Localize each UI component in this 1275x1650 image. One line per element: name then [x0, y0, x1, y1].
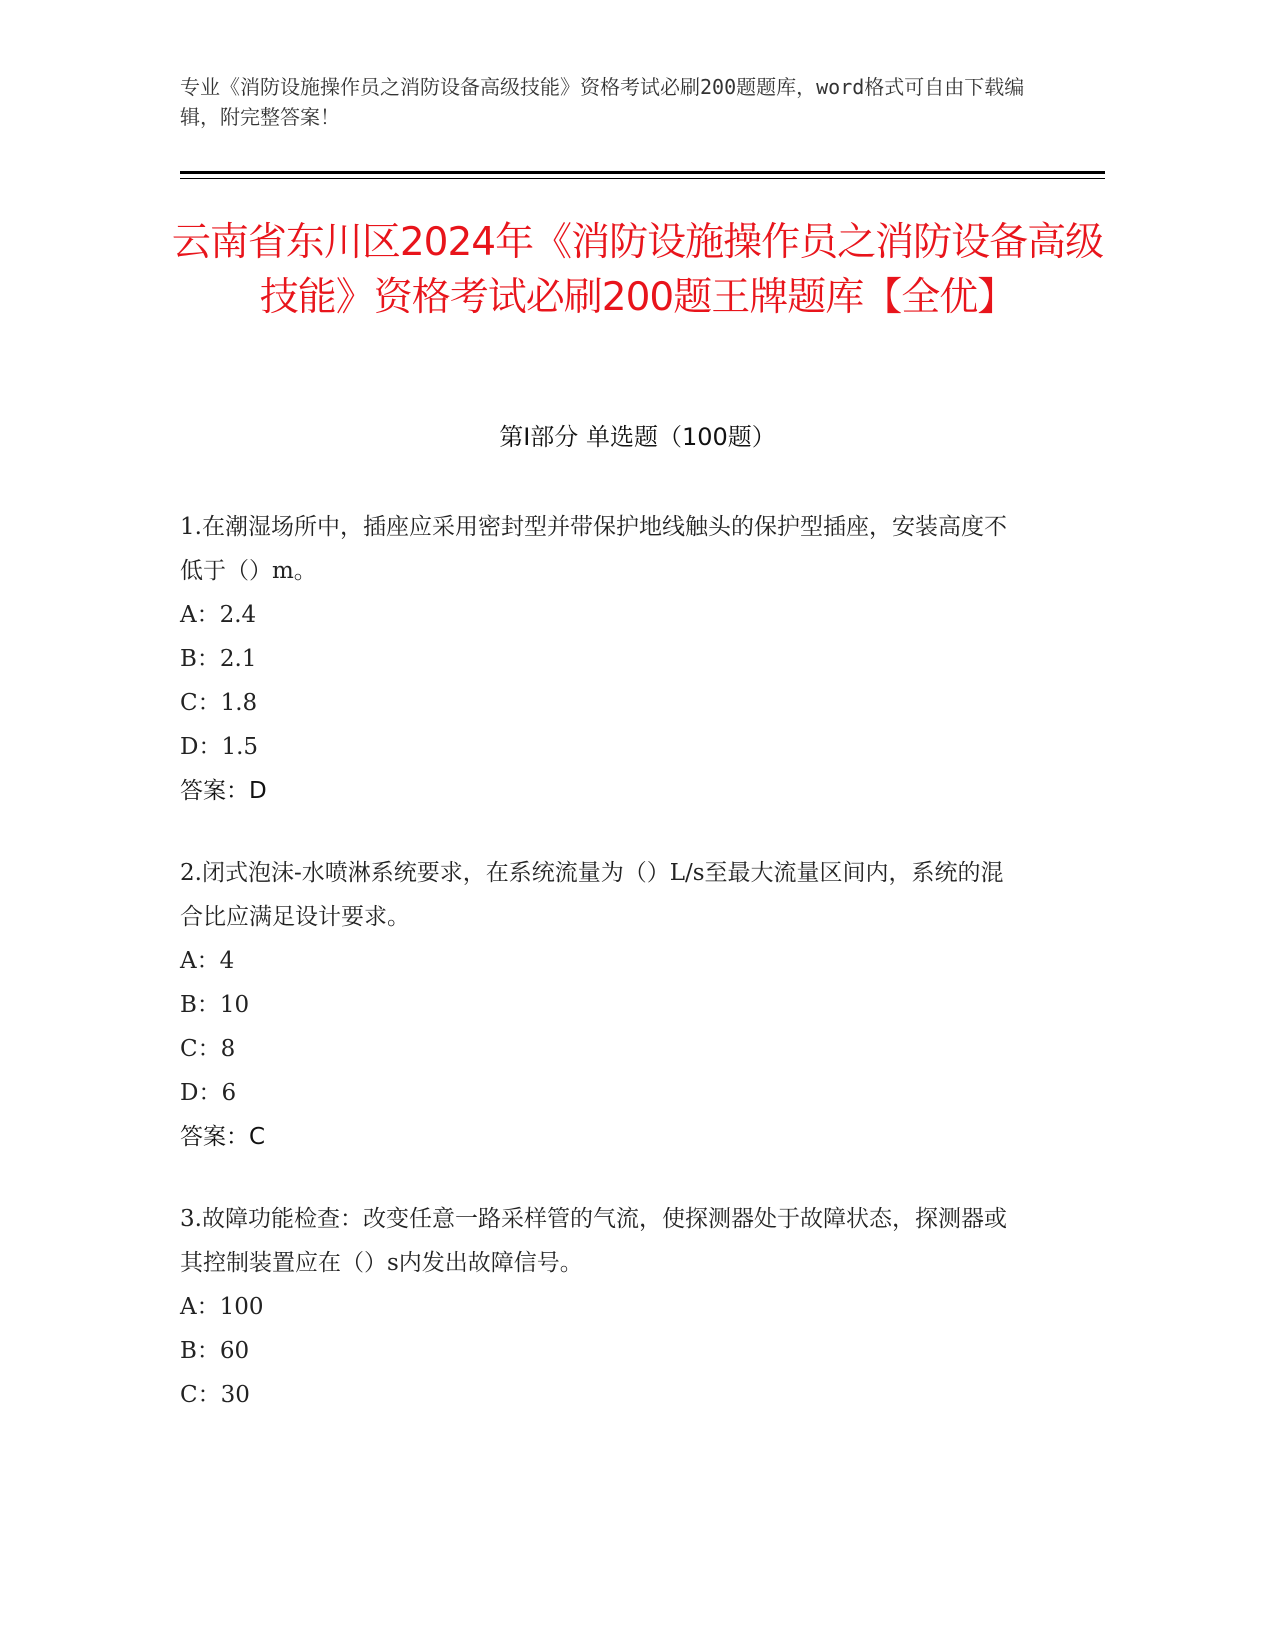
answer: 答案：D	[180, 778, 267, 804]
option-b: B：10	[180, 992, 250, 1018]
question-stem: 3.故障功能检查：改变任意一路采样管的气流，使探测器处于故障状态，探测器或其控制装置应在（）s内发出故障信号。	[180, 1206, 1007, 1276]
question-3	[180, 1197, 1020, 1417]
option-c: C：1.8	[180, 690, 258, 716]
question-stem: 1.在潮湿场所中，插座应采用密封型并带保护地线触头的保护型插座，安装高度不低于（）m。	[180, 514, 1007, 584]
header-rule-thick	[180, 171, 1105, 174]
option-a: A：4	[180, 948, 235, 974]
option-b: B：60	[180, 1338, 250, 1364]
question-stem: 2.闭式泡沫-水喷淋系统要求，在系统流量为（）L/s至最大流量区间内，系统的混合比应满足设计要求。	[180, 860, 1004, 930]
option-c: C：30	[180, 1382, 250, 1408]
answer: 答案：C	[180, 1124, 266, 1150]
option-a: A：100	[180, 1294, 264, 1320]
header-note: 专业《消防设施操作员之消防设备高级技能》资格考试必刷200题题库，word格式可自由下载编辑，附完整答案！	[180, 75, 1025, 129]
header-rule-thin	[180, 178, 1105, 179]
option-b: B：2.1	[180, 646, 257, 672]
section-title: 第I部分 单选题（100题）	[499, 423, 776, 451]
question-2	[180, 851, 1020, 1159]
option-d: D：1.5	[180, 734, 259, 760]
question-1	[180, 505, 1020, 813]
document-title: 云南省东川区2024年《消防设施操作员之消防设备高级技能》资格考试必刷200题王牌题库【全优】	[171, 220, 1104, 320]
option-c: C：8	[180, 1036, 236, 1062]
option-a: A：2.4	[180, 602, 257, 628]
question-list	[180, 505, 1020, 1455]
option-d: D：6	[180, 1080, 237, 1106]
